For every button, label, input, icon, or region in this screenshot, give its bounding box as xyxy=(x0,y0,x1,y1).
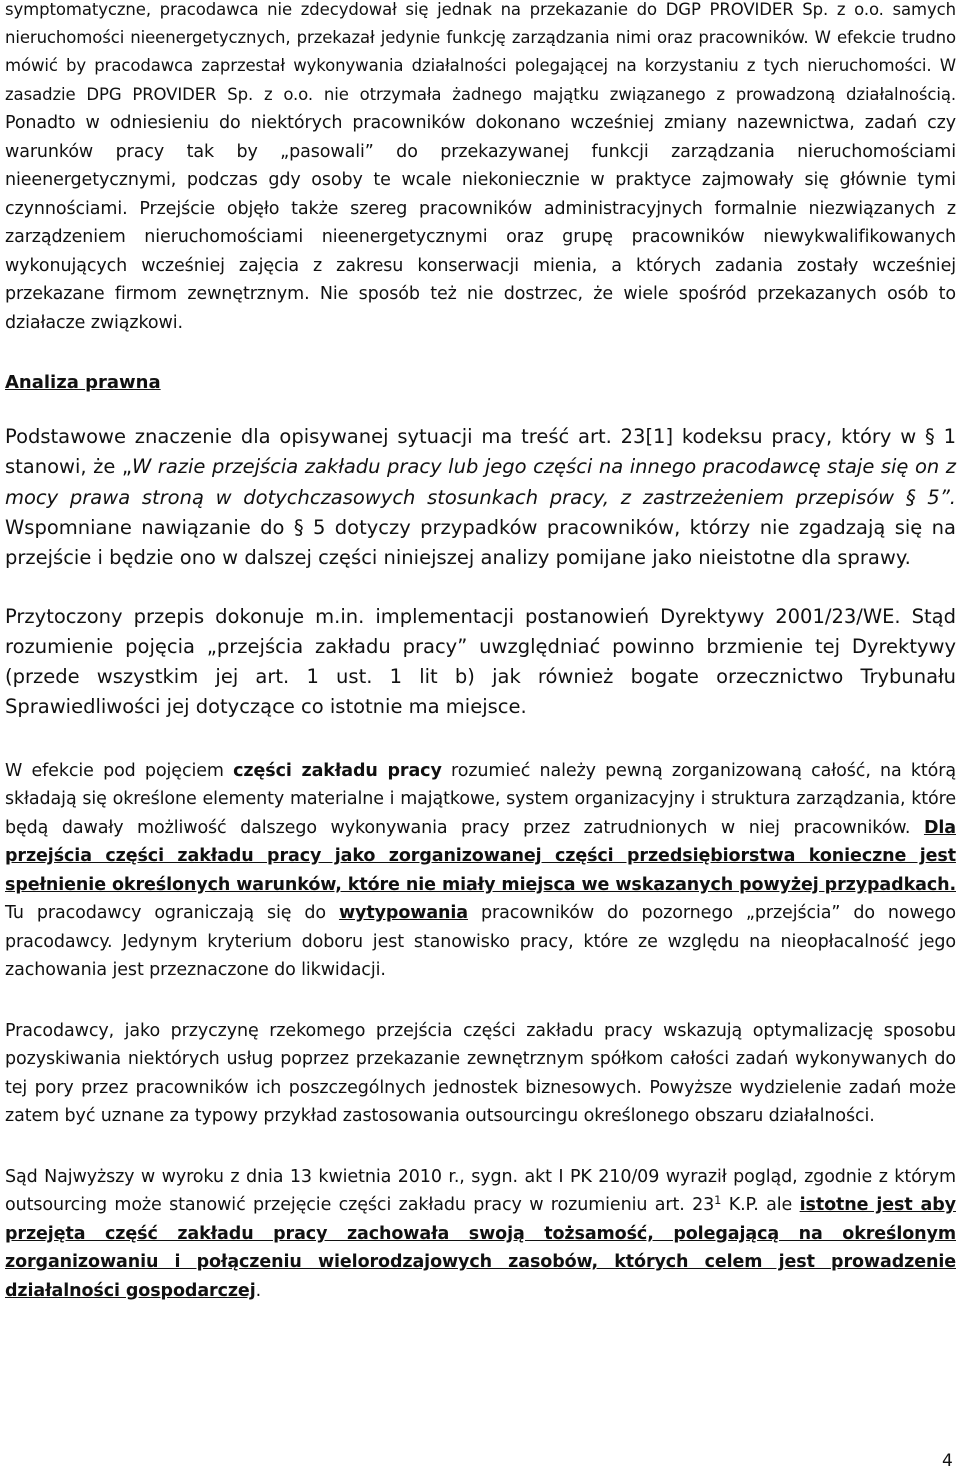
outsourcing-paragraph: Pracodawcy, jako przyczynę rzekomego przejścia części zakładu pracy wskazują optymalizację sposobu pozyskiwania niektórych usług poprzez przekazanie zewnętrznym spółkom całości zadań wykonywanych do tej pory przez pracowników ich poszczególnych jednostek biznesowych. Powyższe wydzielenie zadań może zatem być uznane za typowy przykład zastosowania outsourcingu określonego obszaru działalności. xyxy=(5,1020,956,1127)
court-underlined-holding: istotne jest aby przejęta część zakładu pracy zachowała swoją tożsamość, polegającą na określonym zorganizowaniu i połączeniu wielorodzajowych zasobów, których celem jest prowadzenie działalności gospodarczej xyxy=(5,1195,956,1301)
part-text-b: rozumieć należy pewną zorganizowaną całość, na którą składają się określone elementy materialne i majątkowe, system organizacyjny i struktura zarządzania, które będą dawały możliwość dalszego wykonywania pracy przez zatrudnionych w niej pracowników. xyxy=(5,760,957,838)
part-text-d: pracowników do pozornego „przejścia” do nowego pracodawcy. Jedynym kryterium doboru jest stanowisko pracy, które ze względu na nieopłacalność jego zachowania jest przeznaczone do likwidacji. xyxy=(5,903,956,981)
document-page xyxy=(5,0,956,1305)
court-text-b: K.P. ale xyxy=(721,1195,800,1216)
court-ruling-paragraph xyxy=(5,1163,956,1306)
intro-sentence-1: symptomatyczne, pracodawca nie zdecydował się jednak na przekazanie do DGP PROVIDER Sp. z o.o. samych nieruchomości nieenergetycznych, przekazał jedynie funkcję zarządzania nimi oraz pracowników. W efekcie trudno mówić by pracodawca zaprzestał wykonywania działalności polegającej na korzystaniu z tych nieruchomości. W zasadzie DPG PROVIDER Sp. z o.o. nie otrzymała żadnego majątku związanego z prowadzoną działalnością. xyxy=(5,0,956,104)
part-text-c: Tu pracodawcy ograniczają się do xyxy=(5,903,339,924)
part-bold-term: części zakładu pracy xyxy=(233,760,442,781)
part-underlined-condition: Dla przejścia części zakładu pracy jako zorganizowanej części przedsiębiorstwa konieczne jest spełnienie określonych warunków, które nie miały miejsca we wskazanych powyżej przypadkach. xyxy=(5,817,956,895)
article-text-a: Podstawowe znaczenie dla opisywanej sytuacji ma treść art. 23[1] kodeksu pracy, który w § 1 stanowi, że „ xyxy=(5,425,956,479)
section-heading xyxy=(5,371,956,395)
part-text-a: W efekcie pod pojęciem xyxy=(5,760,234,781)
intro-sentence-2: Ponadto w odniesieniu do niektórych pracowników dokonano wcześniej zmiany nazewnictwa, zadań czy warunków pracy tak by „pasowali” do przekazywanej funkcji zarządzania nieruchomościami nieenergetycznymi, podczas gdy osoby te wcale niekoniecznie w praktyce zajmowały się głównie tymi czynnościami. Przejście objęło także szereg pracowników administracyjnych formalnie niezwiązanych z zarządzeniem nieruchomościami nieenergetycznymi oraz grupę pracowników niewykwalifikowanych wykonujących wcześniej zajęcia z zakresu konserwacji mienia, a których zadania zostały wcześniej przekazane firmom zewnętrznym. Nie sposób też nie dostrzec, że wiele spośród przekazanych osób to działacze związkowi. xyxy=(5,113,956,333)
directive-paragraph: Przytoczony przepis dokonuje m.in. implementacji postanowień Dyrektywy 2001/23/WE. Stąd rozumienie pojęcia „przejścia zakładu pracy” uwzględniać powinno brzmienie tej Dyrektywy (przede wszystkim jej art. 1 ust. 1 lit b) jak również bogate orzecznictwo Trybunału Sprawiedliwości jej dotyczące co istotnie ma miejsce. xyxy=(5,604,956,719)
section-heading-text: Analiza prawna xyxy=(5,372,161,394)
court-superscript: 1 xyxy=(714,1193,722,1208)
part-bold-selection: wytypowania xyxy=(338,903,469,924)
page-number: 4 xyxy=(942,1451,953,1471)
court-text-c: . xyxy=(255,1280,262,1301)
article-paragraph xyxy=(5,422,956,573)
article-quote: W razie przejścia zakładu pracy lub jego części na innego pracodawcę staje się on z mocy prawa stroną w dotychczasowych stosunkach pracy, z zastrzeżeniem przepisów § 5”. xyxy=(5,455,957,509)
intro-paragraph xyxy=(5,0,956,337)
part-of-workplace-paragraph xyxy=(5,757,956,985)
court-text-a: Sąd Najwyższy w wyroku z dnia 13 kwietnia 2010 r., sygn. akt I PK 210/09 wyraził pogląd, zgodnie z którym outsourcing może stanowić przejęcie części zakładu pracy w rozumieniu art. 23 xyxy=(5,1166,956,1216)
article-text-b: Wspomniane nawiązanie do § 5 dotyczy przypadków pracowników, którzy nie zgadzają się na przejście i będzie ono w dalszej części niniejszej analizy pomijane jako nieistotne dla sprawy. xyxy=(5,516,956,570)
